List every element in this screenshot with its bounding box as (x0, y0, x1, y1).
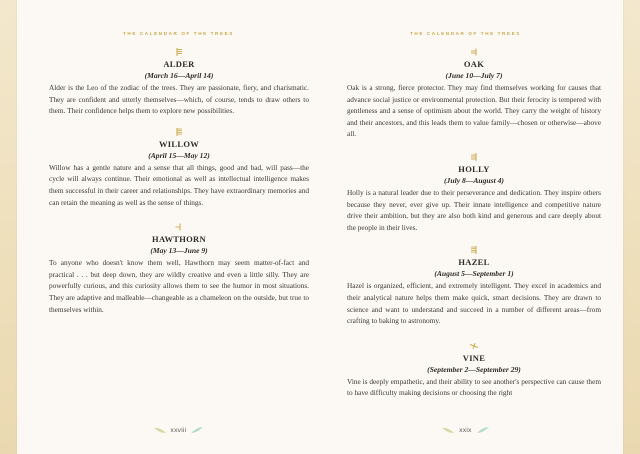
ogham-hazel-icon (469, 245, 479, 255)
entry-vine (347, 341, 601, 399)
entry-title: OAK (463, 59, 485, 69)
entry-willow (49, 127, 309, 208)
entries-list (347, 47, 601, 399)
folio-number: xxix (459, 426, 472, 434)
ogham-holly-icon (469, 152, 479, 162)
page-number (320, 426, 611, 434)
entry-dates: (May 13—June 9) (150, 246, 208, 256)
entry-body: Holly is a natural leader due to their perseverance and dedication. They inspire others because they never, ever give up. Their innate intelligence and competitive nature drive their ambition, but they are also both kind and generous and care deeply about the people in their lives. (347, 187, 601, 232)
entry-dates: (September 2—September 29) (427, 364, 521, 374)
book-spread (17, 0, 623, 454)
entry-body: Oak is a strong, fierce protector. They may find themselves working for causes that advance social justice or environmental protection. But their ferocity is tempered with gentleness and a sense of optimism about the world. They carry the weight of history and their ancestors, and this leads them to value family—chosen or otherwise—above all. (347, 83, 601, 139)
ogham-hawthorn-icon (174, 222, 184, 232)
entry-hawthorn (49, 222, 309, 315)
entry-body: Hazel is organized, efficient, and extremely intelligent. They excel in academics and their analytical nature helps them make quick, smart decisions. They are drawn to science and want to understand and succeed in a number of different areas—from crafting to baking to astronomy. (347, 281, 601, 326)
entry-holly (347, 152, 601, 233)
ogham-oak-icon (469, 47, 479, 57)
entry-dates: (April 15—May 12) (148, 150, 210, 160)
leaf-right-icon (190, 426, 204, 434)
ogham-vine-icon (469, 341, 479, 351)
entry-title: HAZEL (458, 257, 490, 268)
page-edge-right (623, 0, 640, 454)
right-page (320, 0, 623, 454)
running-head: THE CALENDAR OF THE TREES (410, 31, 521, 36)
entry-title: HOLLY (458, 163, 490, 174)
entry-dates: (August 5—September 1) (434, 269, 514, 279)
page-edge-left (0, 0, 17, 454)
entry-title: HAWTHORN (152, 234, 206, 245)
entry-alder (49, 47, 309, 117)
leaf-left-icon (441, 426, 455, 434)
entry-dates: (July 8—August 4) (444, 175, 504, 185)
left-page (17, 0, 320, 454)
entry-body: Vine is deeply empathetic, and their ability to see another's perspective can cause them to have difficulty making decisions or choosing the right (347, 376, 601, 398)
ogham-willow-icon (174, 127, 184, 137)
running-head: THE CALENDAR OF THE TREES (123, 31, 234, 36)
ogham-alder-icon (174, 47, 184, 57)
entries-list (49, 47, 309, 315)
entry-body: Alder is the Leo of the zodiac of the trees. They are passionate, fiery, and charismatic. They are confident and utterly themselves—which, of course, tends to draw others to them. Their confidence helps them to explore new possibilities. (49, 83, 309, 116)
entry-hazel (347, 245, 601, 326)
leaf-right-icon (476, 426, 490, 434)
folio-number: xxviii (170, 426, 187, 434)
page-number (37, 426, 320, 434)
entry-body: Willow has a gentle nature and a sense that all things, good and bad, will pass—the cycle will always continue. Their emotional as well as intellectual intelligence makes them successful in their career and relationships. They have extraordinary memories and can retain the meaning as well as the sense of things. (49, 162, 309, 207)
entry-title: WILLOW (158, 138, 200, 149)
entry-title: ALDER (163, 59, 195, 69)
entry-body: To anyone who doesn't know them well, Hawthorn may seem matter-of-fact and practical . . . but deep down, they are wildly creative and even a little silly. They are powerfully curious, and this curiosity allows them to see the humor in most situations. They are adaptive and malleable—changeable as a chameleon on the outside, but true to themselves within. (49, 258, 309, 314)
entry-dates: (March 16—April 14) (144, 71, 214, 80)
entry-oak (347, 47, 601, 140)
entry-title: VINE (462, 352, 486, 363)
entry-dates: (June 10—July 7) (445, 71, 503, 80)
leaf-left-icon (153, 426, 167, 434)
